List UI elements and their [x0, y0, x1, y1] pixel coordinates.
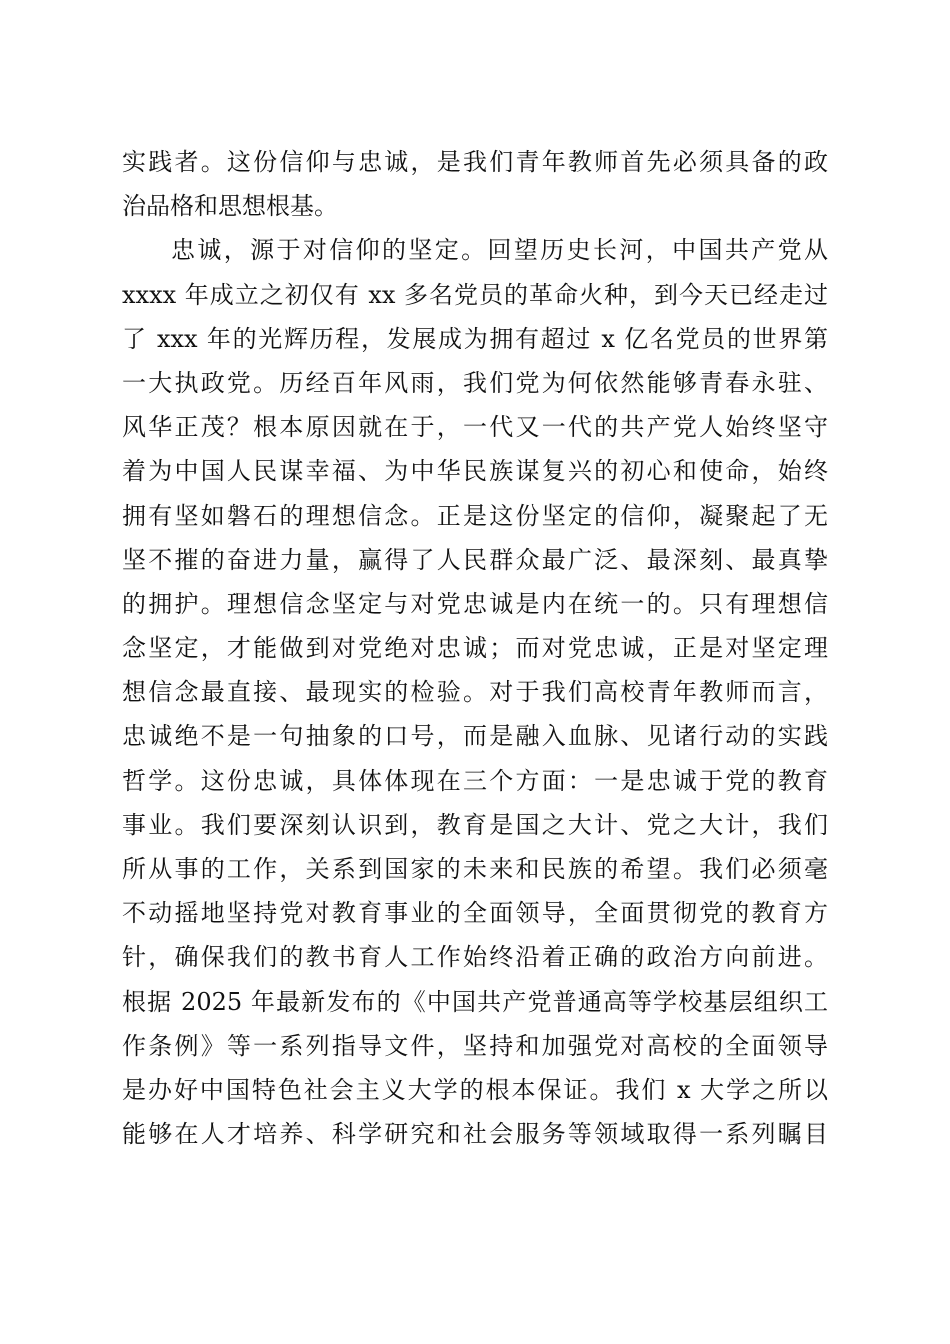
- text-line: 念坚定，才能做到对党绝对忠诚；而对党忠诚，正是对坚定理: [122, 634, 828, 663]
- text-line: 作条例》等一系列指导文件，坚持和加强党对高校的全面领导: [122, 1031, 828, 1060]
- text-line: 坚不摧的奋进力量，赢得了人民群众最广泛、最深刻、最真挚: [122, 545, 828, 574]
- text-line: xxxx 年成立之初仅有 xx 多名党员的革命火种，到今天已经走过: [122, 280, 828, 309]
- text-line: 忠诚绝不是一句抽象的口号，而是融入血脉、见诸行动的实践: [122, 722, 828, 751]
- paragraph-first-line: 忠诚，源于对信仰的坚定。回望历史长河，中国共产党从: [171, 236, 828, 265]
- text-line: 治品格和思想根基。: [122, 192, 338, 221]
- text-line: 不动摇地坚持党对教育事业的全面领导，全面贯彻党的教育方: [122, 899, 828, 928]
- text-line: 能够在人才培养、科学研究和社会服务等领域取得一系列瞩目: [122, 1120, 828, 1149]
- text-line: 根据 2025 年最新发布的《中国共产党普通高等学校基层组织工: [122, 987, 828, 1016]
- body-text: [122, 140, 828, 1156]
- text-line: 想信念最直接、最现实的检验。对于我们高校青年教师而言，: [122, 678, 828, 707]
- text-line: 拥有坚如磐石的理想信念。正是这份坚定的信仰，凝聚起了无: [122, 501, 828, 530]
- text-line: 实践者。这份信仰与忠诚，是我们青年教师首先必须具备的政: [122, 148, 828, 176]
- text-line: 是办好中国特色社会主义大学的根本保证。我们 x 大学之所以: [122, 1075, 828, 1104]
- text-line: 着为中国人民谋幸福、为中华民族谋复兴的初心和使命，始终: [122, 457, 828, 486]
- text-line: 事业。我们要深刻认识到，教育是国之大计、党之大计，我们: [122, 810, 828, 839]
- text-line: 所从事的工作，关系到国家的未来和民族的希望。我们必须毫: [122, 855, 828, 883]
- text-line: 哲学。这份忠诚，具体体现在三个方面：一是忠诚于党的教育: [122, 766, 828, 795]
- text-line: 针，确保我们的教书育人工作始终沿着正确的政治方向前进。: [122, 943, 828, 972]
- text-line: 的拥护。理想信念坚定与对党忠诚是内在统一的。只有理想信: [122, 589, 828, 618]
- text-line: 一大执政党。历经百年风雨，我们党为何依然能够青春永驻、: [122, 368, 828, 397]
- text-line: 风华正茂？根本原因就在于，一代又一代的共产党人始终坚守: [122, 413, 828, 442]
- text-line: 了 xxx 年的光辉历程，发展成为拥有超过 x 亿名党员的世界第: [122, 324, 828, 353]
